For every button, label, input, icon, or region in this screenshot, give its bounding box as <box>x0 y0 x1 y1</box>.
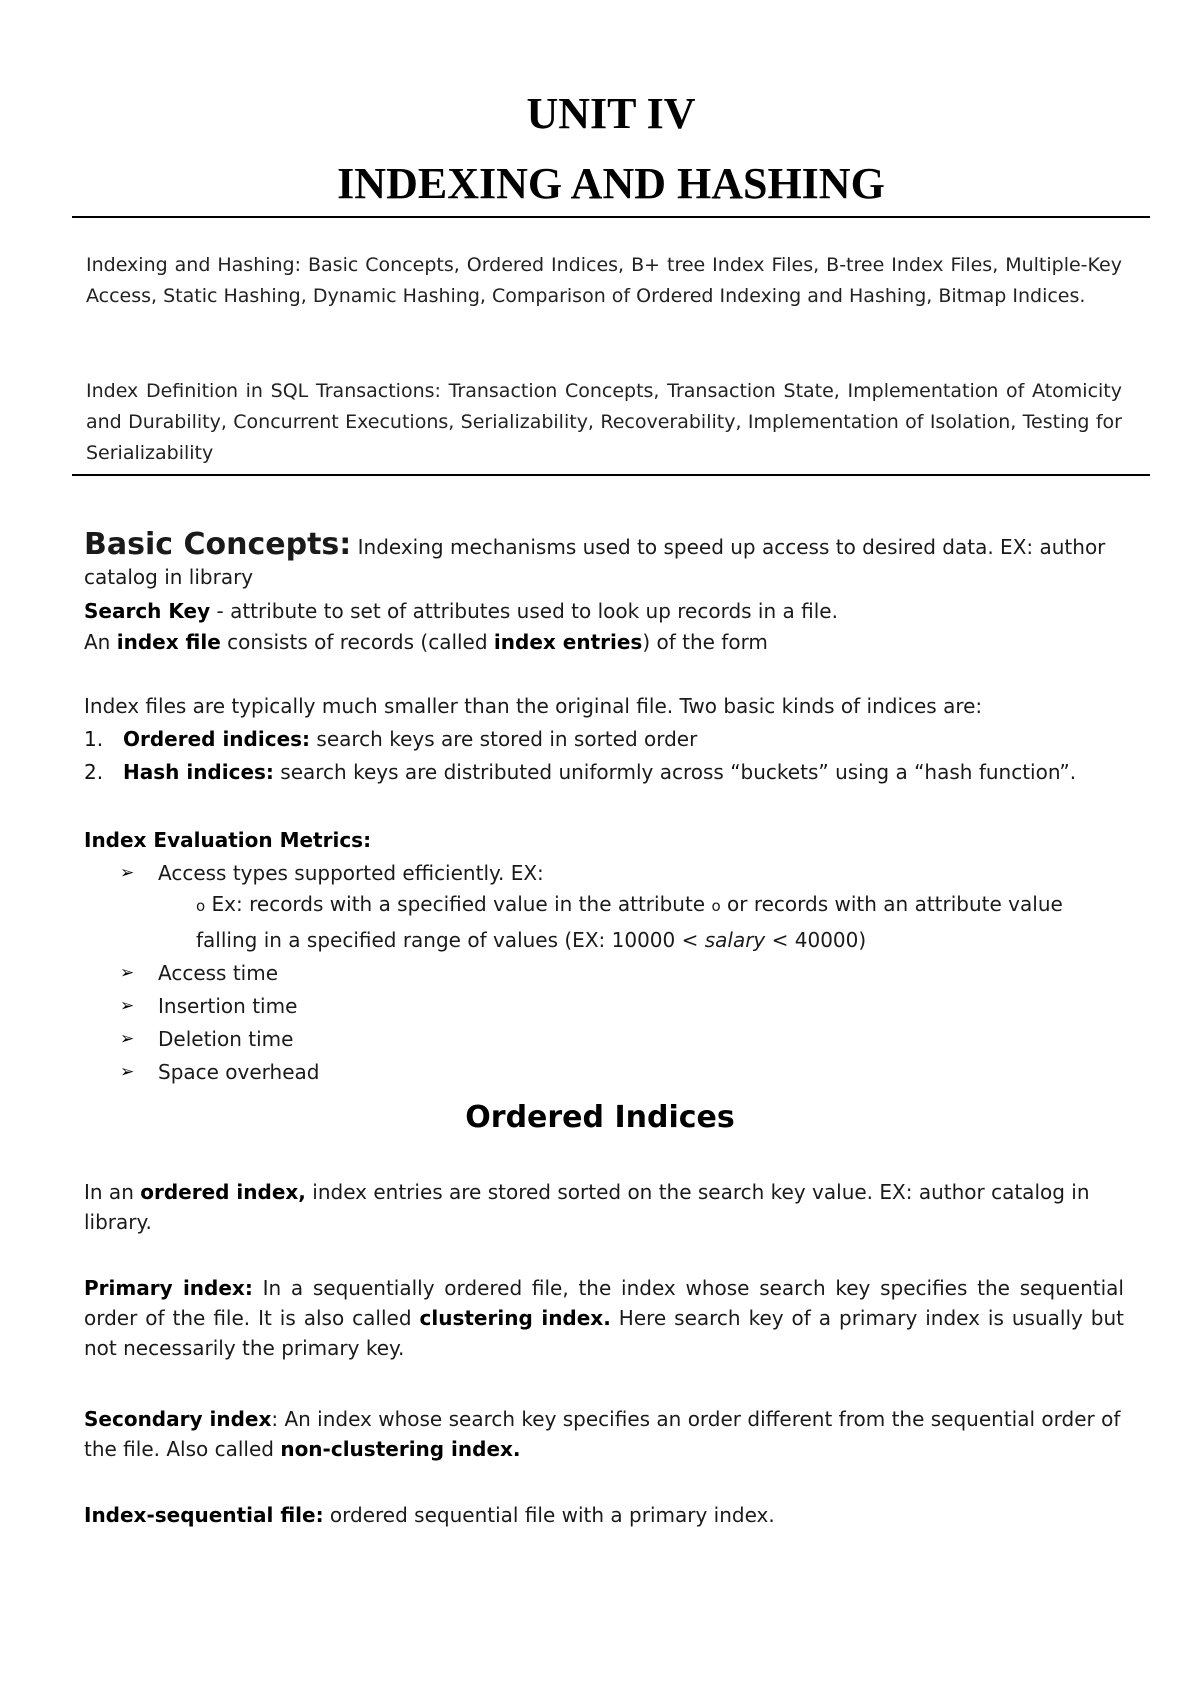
secondary-index-paragraph <box>84 1404 1124 1464</box>
ordered-p1-post: index entries are stored sorted on the search key value. EX: author catalog in library. <box>84 1180 1090 1234</box>
metrics-heading-text: Index Evaluation Metrics: <box>84 828 372 852</box>
kind-1-term: Ordered indices: <box>123 727 311 751</box>
arrow-bullet-icon: ➢ <box>120 863 135 883</box>
arrow-bullet-icon: ➢ <box>120 1029 135 1049</box>
non-clustering-index-term: non-clustering index. <box>280 1437 521 1461</box>
index-file-mid: consists of records (called <box>220 630 494 654</box>
ordered-index-paragraph <box>84 1177 1124 1237</box>
access-types-sub-1 <box>196 887 1063 923</box>
kind-1-text: search keys are stored in sorted order <box>310 727 698 751</box>
arrow-bullet-icon: ➢ <box>120 963 135 983</box>
arrow-bullet-icon: ➢ <box>120 1062 135 1082</box>
index-sequential-term: Index-sequential file: <box>84 1503 324 1527</box>
kind-2-text: search keys are distributed uniformly across “buckets” using a “hash function”. <box>273 760 1077 784</box>
bottom-rule <box>72 474 1150 476</box>
index-sequential-text: ordered sequential file with a primary index. <box>323 1503 775 1527</box>
primary-text-2: Here search key of a primary index is usually but not necessarily the primary key. <box>84 1306 1125 1360</box>
syllabus-para-1: Indexing and Hashing: Basic Concepts, Ordered Indices, B+ tree Index Files, B-tree Index Files, Multiple-Key Access, Static Hashing, Dynamic Hashing, Comparison of Ordered Indexing and Hashing, Bitmap Indices. <box>86 254 1122 307</box>
secondary-index-term: Secondary index <box>84 1407 272 1431</box>
sub-text-2: or records with an attribute value <box>720 892 1063 916</box>
circle-bullet-icon: o <box>196 897 206 915</box>
kind-2-number: 2. <box>84 760 104 784</box>
metric-item: Access time <box>158 961 279 985</box>
syllabus-para-2: Index Definition in SQL Transactions: Transaction Concepts, Transaction State, Implementation of Atomicity and Durability, Concurrent Executions, Serializability, Recoverability, Implementation of Isolation, Testing for Serializability <box>86 380 1122 464</box>
clustering-index-term: clustering index. <box>419 1306 611 1330</box>
secondary-text: : An index whose search key specifies an order different from the sequential order of the file. Also called <box>84 1407 1121 1461</box>
metric-item: Deletion time <box>158 1027 294 1051</box>
ordered-index-term: ordered index, <box>140 1180 306 1204</box>
chapter-title: INDEXING AND HASHING <box>337 159 885 208</box>
kind-2-term: Hash indices: <box>123 760 274 784</box>
arrow-bullet-icon: ➢ <box>120 996 135 1016</box>
search-key-line <box>84 596 1124 626</box>
sub-text-1: Ex: records with a specified value in the attribute <box>205 892 712 916</box>
basic-concepts-paragraph <box>84 527 1124 592</box>
kind-1-item <box>123 724 697 754</box>
metric-item: Insertion time <box>158 994 298 1018</box>
range-pre: falling in a specified range of values (EX: 10000 < <box>196 928 705 952</box>
basic-concepts-intro: Indexing mechanisms used to speed up access to desired data. EX: author catalog in library <box>84 535 1106 589</box>
kind-1-number: 1. <box>84 727 104 751</box>
primary-index-term: Primary index: <box>84 1276 253 1300</box>
index-file-line <box>84 627 1124 657</box>
access-types-sub-2 <box>196 923 866 957</box>
ordered-p1-pre: In an <box>84 1180 141 1204</box>
index-sequential-paragraph <box>84 1500 1124 1530</box>
metric-item: Space overhead <box>158 1060 320 1084</box>
kinds-intro: Index files are typically much smaller than the original file. Two basic kinds of indices are: <box>84 694 983 718</box>
search-key-term: Search Key <box>84 599 211 623</box>
index-file-term: index file <box>116 630 221 654</box>
kind-2-item <box>123 757 1076 787</box>
access-types-item: Access types supported efficiently. EX: <box>158 861 544 885</box>
unit-title: UNIT IV <box>526 89 696 138</box>
search-key-def: - attribute to set of attributes used to look up records in a file. <box>210 599 838 623</box>
salary-var: salary <box>704 928 766 952</box>
range-post: < 40000) <box>765 928 867 952</box>
top-rule <box>72 216 1150 218</box>
ordered-indices-heading: Ordered Indices <box>465 1100 735 1135</box>
primary-text-1: In a sequentially ordered file, the index whose search key specifies the sequential order of the file. It is also called <box>84 1276 1124 1330</box>
index-file-pre: An <box>84 630 117 654</box>
index-entries-term: index entries <box>493 630 643 654</box>
index-file-post: ) of the form <box>642 630 768 654</box>
metrics-heading <box>84 825 1124 855</box>
circle-bullet-icon: o <box>711 897 721 915</box>
basic-concepts-heading: Basic Concepts: <box>84 527 352 562</box>
primary-index-paragraph <box>84 1273 1124 1363</box>
